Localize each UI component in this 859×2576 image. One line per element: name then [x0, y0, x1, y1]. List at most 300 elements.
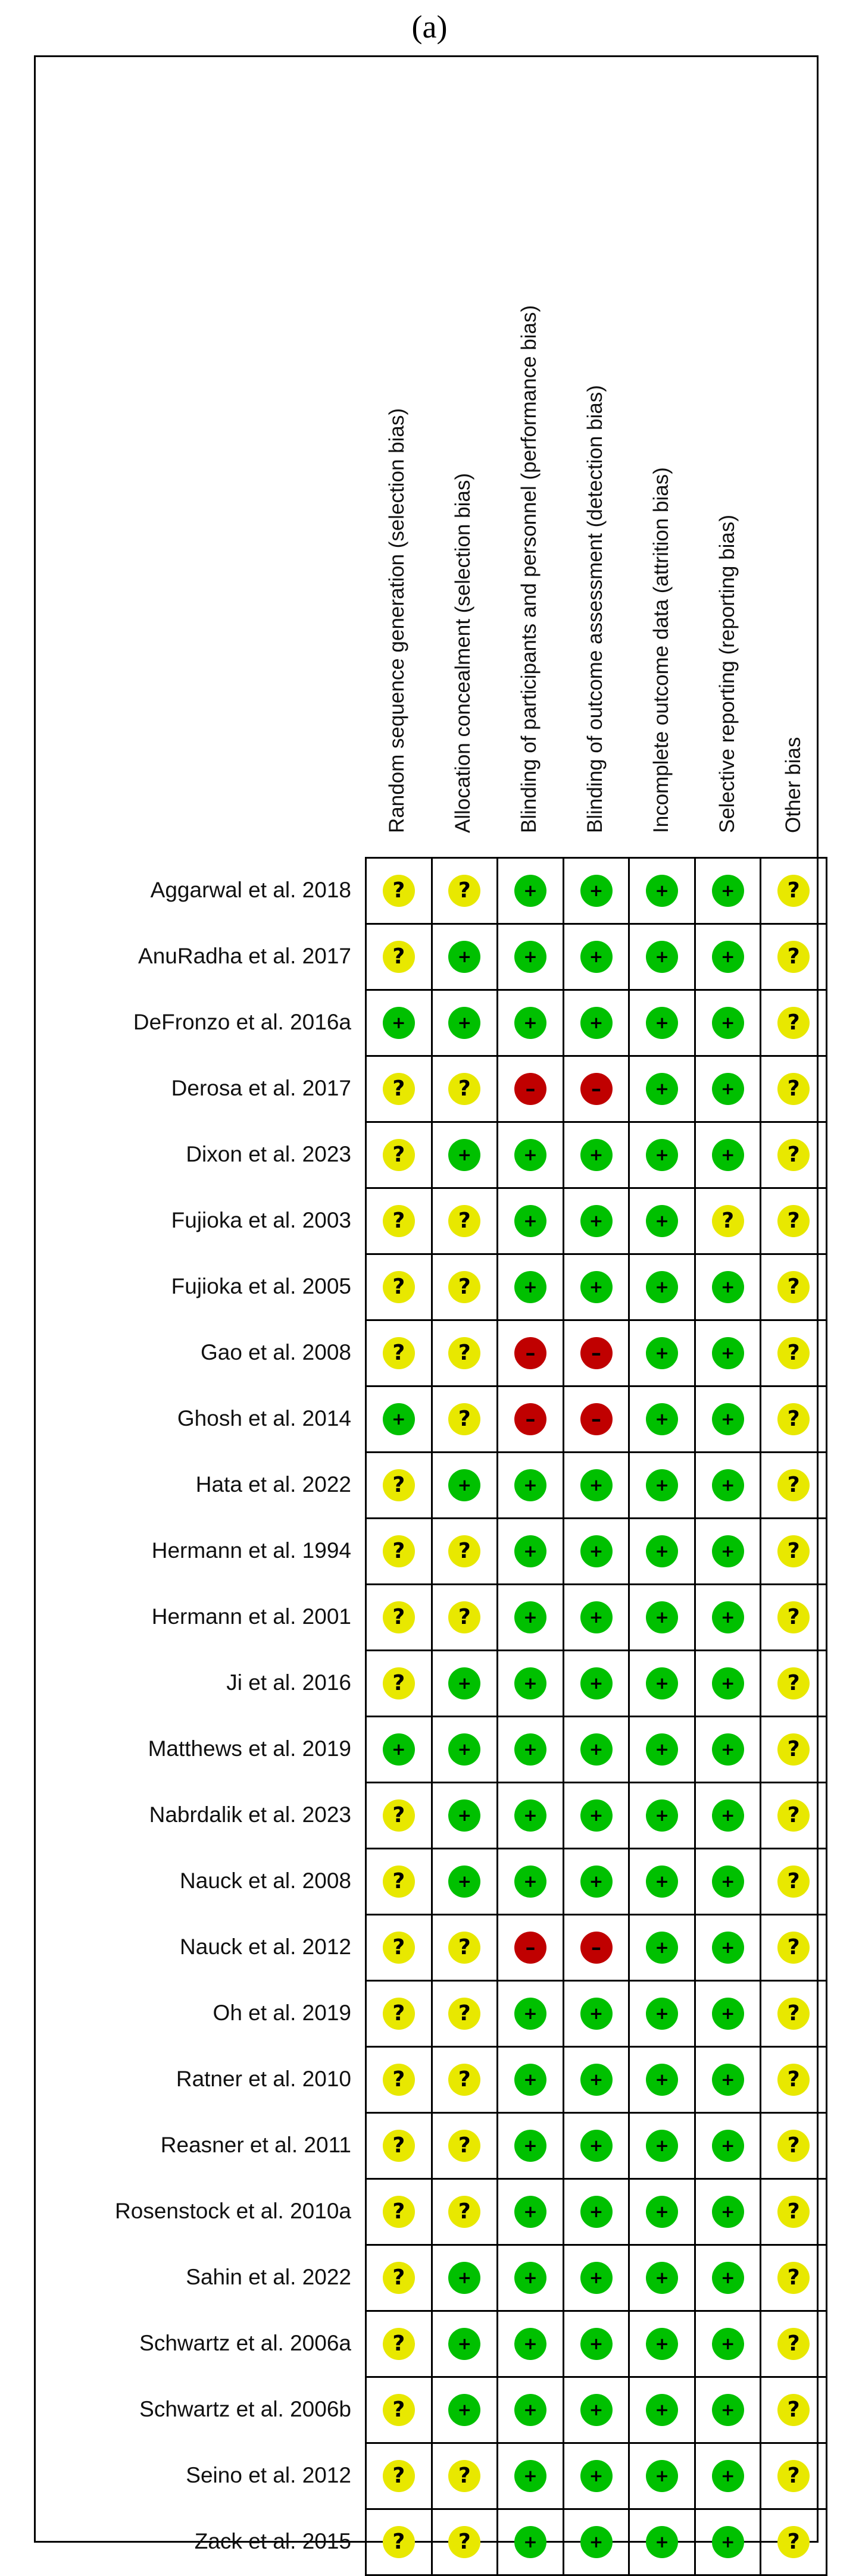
rating-cell	[367, 2378, 433, 2444]
low-risk-icon: +	[580, 2130, 613, 2162]
rating-cell	[696, 991, 762, 1057]
low-risk-icon: +	[514, 2460, 546, 2492]
study-name: Fujioka et al. 2003	[171, 1207, 351, 1232]
unclear-risk-icon: ?	[383, 2460, 415, 2492]
low-risk-icon: +	[580, 941, 613, 973]
unclear-risk-icon: ?	[777, 2394, 810, 2426]
unclear-risk-icon: ?	[777, 1403, 810, 1435]
unclear-risk-icon: ?	[777, 941, 810, 973]
rating-cell	[367, 2180, 433, 2246]
study-row	[367, 2246, 827, 2312]
rating-cell	[564, 2444, 630, 2510]
rating-cell	[696, 1519, 762, 1585]
low-risk-icon: +	[514, 875, 546, 907]
rating-cell	[630, 1189, 696, 1255]
rating-cell	[761, 1651, 827, 1717]
rating-cell	[498, 1321, 564, 1387]
rating-cell	[564, 1717, 630, 1783]
study-name: Zack et al. 2015	[194, 2528, 351, 2553]
unclear-risk-icon: ?	[777, 1007, 810, 1039]
unclear-risk-icon: ?	[777, 2526, 810, 2558]
unclear-risk-icon: ?	[448, 1998, 480, 2030]
rating-cell	[630, 925, 696, 991]
low-risk-icon: +	[580, 2064, 613, 2096]
unclear-risk-icon: ?	[777, 1799, 810, 1832]
low-risk-icon: +	[448, 1667, 480, 1699]
low-risk-icon: +	[712, 2526, 744, 2558]
unclear-risk-icon: ?	[383, 1073, 415, 1105]
rating-cell	[433, 1849, 499, 1915]
low-risk-icon: +	[580, 875, 613, 907]
low-risk-icon: +	[646, 2196, 678, 2228]
unclear-risk-icon: ?	[777, 1469, 810, 1501]
rating-cell	[433, 1321, 499, 1387]
rating-cell	[498, 1255, 564, 1321]
study-row	[367, 1321, 827, 1387]
rating-cell	[564, 1321, 630, 1387]
low-risk-icon: +	[514, 2064, 546, 2096]
rating-cell	[761, 1519, 827, 1585]
rating-cell	[433, 1519, 499, 1585]
unclear-risk-icon: ?	[777, 2460, 810, 2492]
low-risk-icon: +	[712, 1799, 744, 1832]
rating-cell	[630, 1849, 696, 1915]
low-risk-icon: +	[646, 2262, 678, 2294]
rating-cell	[564, 2048, 630, 2114]
low-risk-icon: +	[448, 941, 480, 973]
low-risk-icon: +	[712, 1601, 744, 1633]
high-risk-icon: –	[514, 1073, 546, 1105]
rating-cell	[630, 859, 696, 925]
rating-cell	[630, 2246, 696, 2312]
rating-cell	[630, 2510, 696, 2576]
unclear-risk-icon: ?	[777, 2196, 810, 2228]
domain-header	[365, 55, 430, 857]
high-risk-icon: –	[514, 1337, 546, 1369]
study-name: Derosa et al. 2017	[171, 1075, 351, 1100]
low-risk-icon: +	[646, 1469, 678, 1501]
rating-cell	[761, 1982, 827, 2048]
rating-cell	[433, 925, 499, 991]
unclear-risk-icon: ?	[448, 1205, 480, 1237]
rating-cell	[761, 1849, 827, 1915]
rating-cell	[498, 925, 564, 991]
unclear-risk-icon: ?	[448, 1535, 480, 1567]
low-risk-icon: +	[646, 1799, 678, 1832]
study-name: Oh et al. 2019	[213, 2000, 351, 2025]
rating-cell	[564, 2180, 630, 2246]
rating-cell	[498, 1057, 564, 1123]
rating-cell	[564, 859, 630, 925]
low-risk-icon: +	[448, 1469, 480, 1501]
domain-label: Selective reporting (reporting bias)	[716, 515, 739, 833]
low-risk-icon: +	[448, 1139, 480, 1171]
rating-cell	[761, 2378, 827, 2444]
low-risk-icon: +	[646, 1601, 678, 1633]
rating-cell	[433, 859, 499, 925]
rating-cell	[564, 2312, 630, 2378]
low-risk-icon: +	[514, 1205, 546, 1237]
study-row	[367, 1387, 827, 1453]
rating-cell	[564, 1123, 630, 1189]
low-risk-icon: +	[580, 2460, 613, 2492]
study-row	[367, 1057, 827, 1123]
rating-cell	[433, 2246, 499, 2312]
low-risk-icon: +	[646, 875, 678, 907]
low-risk-icon: +	[646, 1667, 678, 1699]
rating-cell	[498, 1519, 564, 1585]
rating-cell	[564, 1783, 630, 1849]
rating-cell	[367, 1321, 433, 1387]
unclear-risk-icon: ?	[448, 2460, 480, 2492]
rating-cell	[498, 1189, 564, 1255]
high-risk-icon: –	[580, 1932, 613, 1964]
unclear-risk-icon: ?	[448, 875, 480, 907]
rating-cell	[498, 1387, 564, 1453]
rating-cell	[498, 2378, 564, 2444]
rating-cell	[696, 2180, 762, 2246]
rating-cell	[498, 1585, 564, 1651]
study-name: DeFronzo et al. 2016a	[133, 1009, 351, 1034]
study-row	[367, 2114, 827, 2180]
rating-cell	[696, 1849, 762, 1915]
unclear-risk-icon: ?	[777, 1073, 810, 1105]
low-risk-icon: +	[514, 1271, 546, 1303]
low-risk-icon: +	[646, 1205, 678, 1237]
rating-cell	[761, 1453, 827, 1519]
unclear-risk-icon: ?	[777, 1205, 810, 1237]
domain-label: Incomplete outcome data (attrition bias)	[649, 467, 673, 833]
low-risk-icon: +	[514, 1799, 546, 1832]
study-row	[367, 859, 827, 925]
rating-cell	[696, 2114, 762, 2180]
domain-header	[695, 55, 761, 857]
rating-cell	[761, 1915, 827, 1982]
low-risk-icon: +	[514, 1601, 546, 1633]
unclear-risk-icon: ?	[448, 1073, 480, 1105]
low-risk-icon: +	[712, 2262, 744, 2294]
study-row	[367, 1123, 827, 1189]
study-list	[42, 857, 351, 2574]
rating-cell	[564, 1387, 630, 1453]
low-risk-icon: +	[514, 1667, 546, 1699]
rating-cell	[498, 1783, 564, 1849]
rating-cell	[367, 2246, 433, 2312]
study-name: AnuRadha et al. 2017	[138, 943, 351, 968]
rating-cell	[367, 2444, 433, 2510]
rating-cell	[433, 991, 499, 1057]
study-row	[367, 1915, 827, 1982]
low-risk-icon: +	[514, 941, 546, 973]
rating-cell	[498, 1849, 564, 1915]
study-row	[367, 1585, 827, 1651]
study-row	[367, 1453, 827, 1519]
rating-cell	[498, 1453, 564, 1519]
low-risk-icon: +	[580, 1799, 613, 1832]
low-risk-icon: +	[646, 1866, 678, 1898]
rating-cell	[630, 1585, 696, 1651]
low-risk-icon: +	[448, 2328, 480, 2360]
unclear-risk-icon: ?	[383, 941, 415, 973]
study-name: Hermann et al. 1994	[151, 1538, 351, 1563]
rating-cell	[761, 2114, 827, 2180]
study-name: Hata et al. 2022	[195, 1472, 351, 1497]
study-row	[367, 2048, 827, 2114]
rating-cell	[367, 1057, 433, 1123]
rating-cell	[696, 1123, 762, 1189]
low-risk-icon: +	[514, 2328, 546, 2360]
rating-cell	[761, 2444, 827, 2510]
rating-cell	[696, 2048, 762, 2114]
rating-cell	[696, 925, 762, 991]
unclear-risk-icon: ?	[777, 2262, 810, 2294]
low-risk-icon: +	[514, 1998, 546, 2030]
study-name: Schwartz et al. 2006b	[139, 2396, 351, 2421]
rating-cell	[367, 925, 433, 991]
unclear-risk-icon: ?	[777, 1535, 810, 1567]
rating-cell	[367, 1915, 433, 1982]
study-name: Ghosh et al. 2014	[177, 1406, 351, 1431]
rating-cell	[498, 859, 564, 925]
domain-label: Blinding of participants and personnel (performance bias)	[517, 305, 541, 833]
low-risk-icon: +	[712, 2130, 744, 2162]
rating-cell	[696, 1783, 762, 1849]
domain-header	[431, 55, 496, 857]
unclear-risk-icon: ?	[448, 1337, 480, 1369]
rating-cell	[498, 2048, 564, 2114]
rating-cell	[498, 1915, 564, 1982]
low-risk-icon: +	[580, 1667, 613, 1699]
rating-cell	[433, 1123, 499, 1189]
domain-label: Random sequence generation (selection bias)	[385, 408, 408, 833]
study-row	[367, 925, 827, 991]
study-row	[367, 2444, 827, 2510]
rating-cell	[367, 1453, 433, 1519]
low-risk-icon: +	[712, 1469, 744, 1501]
high-risk-icon: –	[580, 1073, 613, 1105]
rating-cell	[367, 1717, 433, 1783]
rating-cell	[630, 2114, 696, 2180]
low-risk-icon: +	[580, 1007, 613, 1039]
rating-cell	[564, 1453, 630, 1519]
rating-cell	[761, 2048, 827, 2114]
rating-cell	[630, 1321, 696, 1387]
rating-cell	[498, 2114, 564, 2180]
study-name: Rosenstock et al. 2010a	[115, 2198, 351, 2223]
rating-cell	[630, 1057, 696, 1123]
unclear-risk-icon: ?	[383, 2262, 415, 2294]
low-risk-icon: +	[448, 1866, 480, 1898]
rating-cell	[630, 2180, 696, 2246]
unclear-risk-icon: ?	[383, 1469, 415, 1501]
study-name: Fujioka et al. 2005	[171, 1273, 351, 1298]
rating-cell	[564, 1915, 630, 1982]
rating-cell	[630, 1783, 696, 1849]
low-risk-icon: +	[646, 1337, 678, 1369]
rating-cell	[630, 2444, 696, 2510]
rating-cell	[564, 2246, 630, 2312]
rating-cell	[696, 2312, 762, 2378]
study-row	[367, 1849, 827, 1915]
high-risk-icon: –	[514, 1932, 546, 1964]
unclear-risk-icon: ?	[448, 2064, 480, 2096]
rating-cell	[433, 2048, 499, 2114]
rating-cell	[433, 1255, 499, 1321]
rating-cell	[630, 2048, 696, 2114]
unclear-risk-icon: ?	[448, 2526, 480, 2558]
unclear-risk-icon: ?	[448, 1932, 480, 1964]
low-risk-icon: +	[580, 2196, 613, 2228]
unclear-risk-icon: ?	[777, 1998, 810, 2030]
unclear-risk-icon: ?	[448, 1601, 480, 1633]
unclear-risk-icon: ?	[448, 2130, 480, 2162]
rating-cell	[498, 1651, 564, 1717]
rating-cell	[630, 1453, 696, 1519]
unclear-risk-icon: ?	[777, 1866, 810, 1898]
rating-cell	[564, 2378, 630, 2444]
rating-cell	[367, 2114, 433, 2180]
rating-cell	[761, 859, 827, 925]
low-risk-icon: +	[712, 1667, 744, 1699]
unclear-risk-icon: ?	[383, 1337, 415, 1369]
low-risk-icon: +	[580, 2394, 613, 2426]
unclear-risk-icon: ?	[383, 1799, 415, 1832]
rating-cell	[564, 1849, 630, 1915]
low-risk-icon: +	[580, 1535, 613, 1567]
rating-cell	[367, 1982, 433, 2048]
rating-cell	[433, 1189, 499, 1255]
low-risk-icon: +	[712, 1535, 744, 1567]
rating-cell	[367, 1387, 433, 1453]
domain-header	[629, 55, 695, 857]
low-risk-icon: +	[646, 1271, 678, 1303]
rating-cell	[367, 2312, 433, 2378]
rating-cell	[761, 1783, 827, 1849]
rating-cell	[564, 2510, 630, 2576]
rating-cell	[433, 1453, 499, 1519]
low-risk-icon: +	[514, 2526, 546, 2558]
rating-cell	[433, 1982, 499, 2048]
low-risk-icon: +	[514, 1007, 546, 1039]
unclear-risk-icon: ?	[777, 1733, 810, 1766]
rating-cell	[433, 1585, 499, 1651]
rating-cell	[696, 1255, 762, 1321]
low-risk-icon: +	[646, 2394, 678, 2426]
rating-cell	[761, 925, 827, 991]
low-risk-icon: +	[514, 2130, 546, 2162]
study-name: Ratner et al. 2010	[176, 2066, 351, 2091]
low-risk-icon: +	[712, 1932, 744, 1964]
low-risk-icon: +	[646, 1932, 678, 1964]
rating-cell	[367, 1255, 433, 1321]
unclear-risk-icon: ?	[383, 1535, 415, 1567]
low-risk-icon: +	[580, 1469, 613, 1501]
rating-cell	[630, 2312, 696, 2378]
unclear-risk-icon: ?	[383, 2196, 415, 2228]
domain-header	[497, 55, 563, 857]
low-risk-icon: +	[448, 2262, 480, 2294]
low-risk-icon: +	[383, 1403, 415, 1435]
study-name: Seino et al. 2012	[186, 2462, 351, 2487]
low-risk-icon: +	[514, 1139, 546, 1171]
low-risk-icon: +	[712, 2394, 744, 2426]
domain-label: Other bias	[782, 737, 805, 833]
rating-cell	[433, 2510, 499, 2576]
rating-cell	[761, 991, 827, 1057]
study-name: Sahin et al. 2022	[186, 2264, 351, 2289]
study-row	[367, 991, 827, 1057]
unclear-risk-icon: ?	[777, 2328, 810, 2360]
unclear-risk-icon: ?	[448, 1403, 480, 1435]
study-name: Nauck et al. 2012	[180, 1934, 351, 1959]
rating-cell	[761, 1321, 827, 1387]
unclear-risk-icon: ?	[383, 1866, 415, 1898]
unclear-risk-icon: ?	[777, 1667, 810, 1699]
rating-cell	[367, 1123, 433, 1189]
rating-cell	[367, 2510, 433, 2576]
unclear-risk-icon: ?	[383, 875, 415, 907]
low-risk-icon: +	[448, 2394, 480, 2426]
low-risk-icon: +	[712, 875, 744, 907]
rating-cell	[630, 991, 696, 1057]
low-risk-icon: +	[580, 2262, 613, 2294]
rating-cell	[433, 1717, 499, 1783]
rating-cell	[696, 1717, 762, 1783]
rating-cell	[630, 1123, 696, 1189]
study-row	[367, 2378, 827, 2444]
rating-cell	[433, 2378, 499, 2444]
rating-cell	[630, 1387, 696, 1453]
low-risk-icon: +	[646, 1403, 678, 1435]
study-row	[367, 2180, 827, 2246]
domain-header	[761, 55, 827, 857]
low-risk-icon: +	[514, 1535, 546, 1567]
unclear-risk-icon: ?	[448, 2196, 480, 2228]
rating-cell	[367, 1585, 433, 1651]
low-risk-icon: +	[712, 2064, 744, 2096]
study-name: Matthews et al. 2019	[148, 1736, 351, 1761]
low-risk-icon: +	[712, 1007, 744, 1039]
high-risk-icon: –	[580, 1337, 613, 1369]
rating-cell	[367, 1651, 433, 1717]
rating-cell	[630, 1982, 696, 2048]
low-risk-icon: +	[580, 2526, 613, 2558]
study-name: Aggarwal et al. 2018	[150, 877, 351, 902]
unclear-risk-icon: ?	[383, 1271, 415, 1303]
rating-cell	[696, 1585, 762, 1651]
rating-cell	[498, 1717, 564, 1783]
rating-cell	[630, 1915, 696, 1982]
low-risk-icon: +	[514, 2262, 546, 2294]
high-risk-icon: –	[580, 1403, 613, 1435]
rating-cell	[433, 1057, 499, 1123]
low-risk-icon: +	[514, 1866, 546, 1898]
rating-cell	[761, 2180, 827, 2246]
low-risk-icon: +	[646, 941, 678, 973]
low-risk-icon: +	[646, 2328, 678, 2360]
unclear-risk-icon: ?	[383, 1932, 415, 1964]
low-risk-icon: +	[646, 1733, 678, 1766]
rating-cell	[696, 1915, 762, 1982]
unclear-risk-icon: ?	[383, 2130, 415, 2162]
unclear-risk-icon: ?	[777, 1932, 810, 1964]
low-risk-icon: +	[514, 1733, 546, 1766]
rating-cell	[564, 1189, 630, 1255]
rating-cell	[367, 2048, 433, 2114]
low-risk-icon: +	[712, 1271, 744, 1303]
rating-cell	[696, 1057, 762, 1123]
low-risk-icon: +	[580, 1866, 613, 1898]
